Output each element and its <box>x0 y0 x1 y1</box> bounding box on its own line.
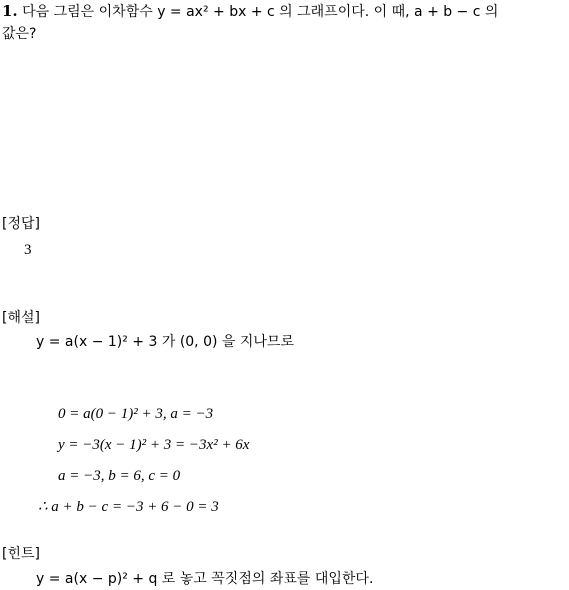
hint-heading: [힌트] <box>2 546 40 562</box>
hint-text: y = a(x − p)² + q 로 놓고 꼭짓점의 좌표를 대입한다. <box>36 571 374 587</box>
explanation-heading: [해설] <box>2 310 40 326</box>
answer-value: 3 <box>24 242 32 258</box>
explanation-step-3: a = −3, b = 6, c = 0 <box>58 468 181 484</box>
explanation-step-4: ∴ a + b − c = −3 + 6 − 0 = 3 <box>38 499 219 515</box>
question-text: 다음 그림은 이차함수 y = ax² + bx + c 의 그래프이다. 이 때, a + b − c 의 <box>22 4 499 20</box>
answer-heading: [정답] <box>2 216 40 232</box>
explanation-step-2: y = −3(x − 1)² + 3 = −3x² + 6x <box>58 437 250 453</box>
question-number: 1. <box>2 2 18 20</box>
question-line-2: 값은? <box>2 26 37 42</box>
explanation-step-1: 0 = a(0 − 1)² + 3, a = −3 <box>58 406 214 422</box>
explanation-intro: y = a(x − 1)² + 3 가 (0, 0) 을 지나므로 <box>36 334 294 350</box>
question-line-1 <box>2 2 498 21</box>
